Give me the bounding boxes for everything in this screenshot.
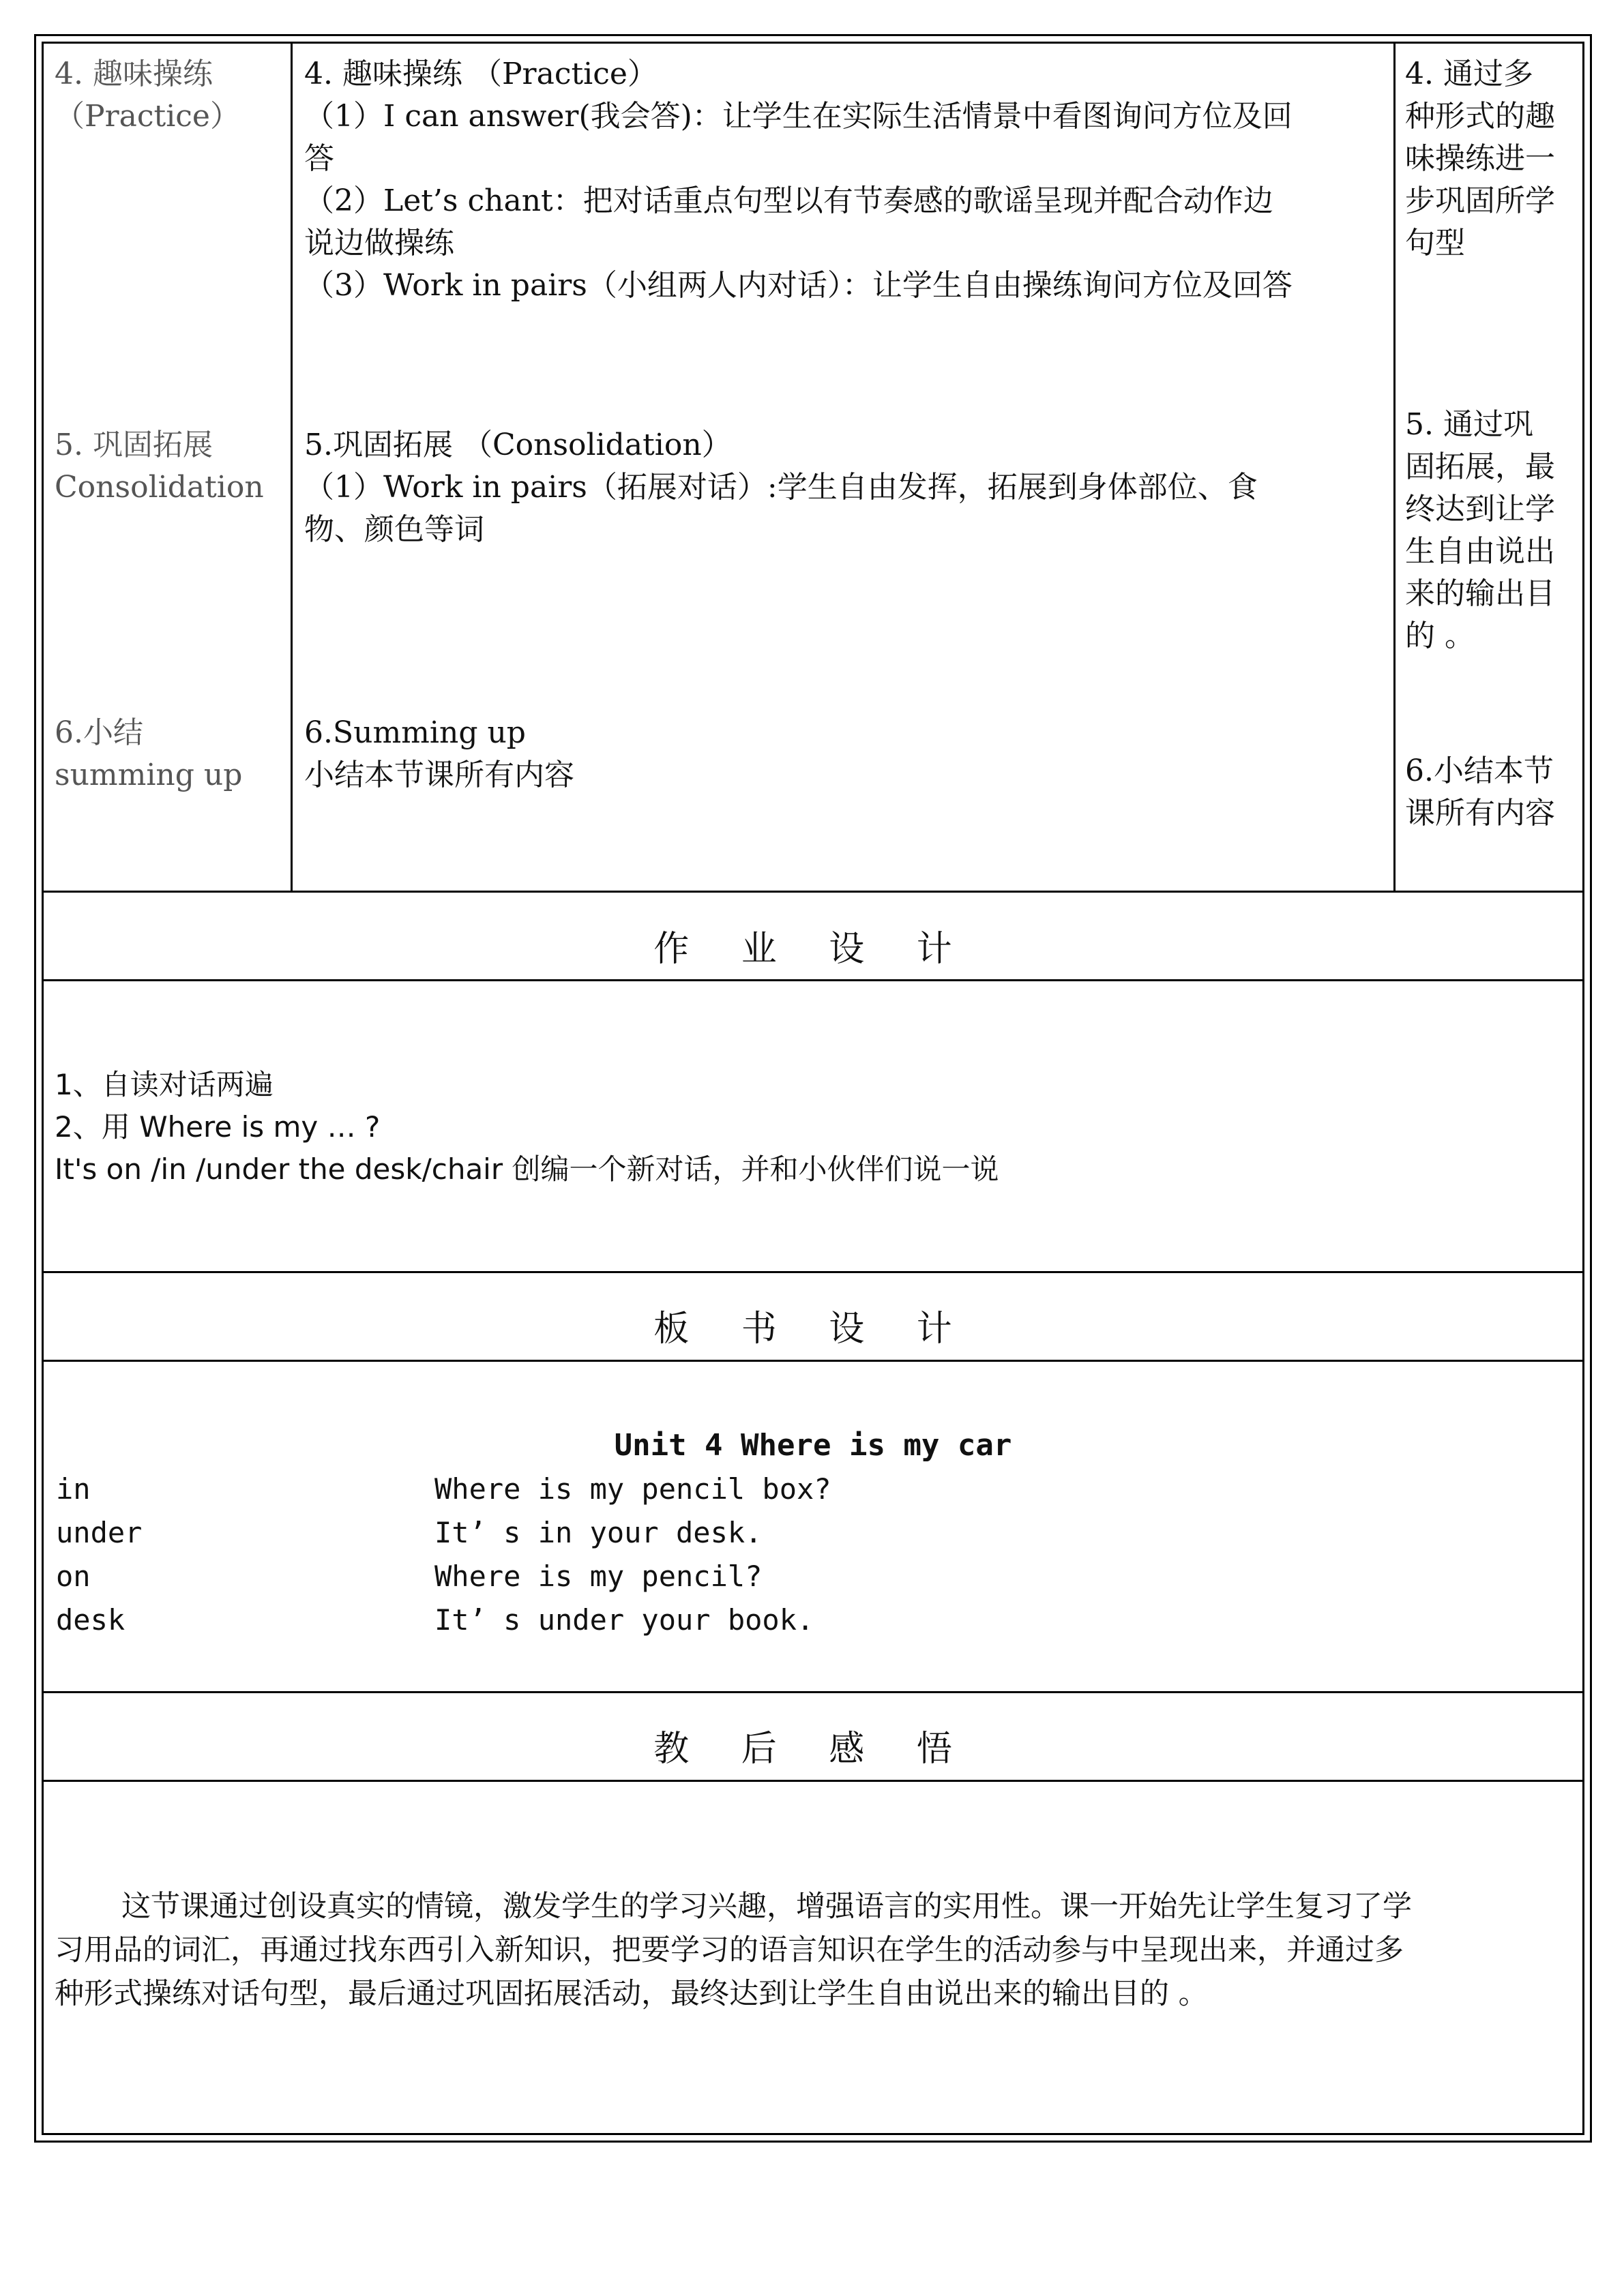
activity-practice: 4. 趣味操练 （Practice） （1）I can answer(我会答)：让学生在实际生活情景中看图询问方位及回 答 （2）Let’s chant：把对话重点句型以有节奏感的歌谣呈现并配合动作边 说边做操练 （3）Work in pairs（小组两人内对话）：让学生自由操练询问方位及回答: [304, 57, 1293, 303]
divider-reflection-heading: [44, 1780, 1582, 1782]
divider-reflection-top: [44, 1691, 1582, 1693]
board-row: [56, 1511, 1284, 1555]
board-row-right: It’ s under your book.: [434, 1603, 814, 1637]
board-row: [56, 1598, 1284, 1642]
homework-content: 1、自读对话两遍 2、用 Where is my … ? It's on /in /under the desk/chair 创编一个新对话，并和小伙伴们说一说: [55, 1068, 999, 1186]
board-row-right: Where is my pencil?: [434, 1560, 763, 1593]
board-row: [56, 1467, 1284, 1511]
board-row-left: desk: [56, 1603, 126, 1637]
activity-consolidation: 5.巩固拓展 （Consolidation） （1）Work in pairs（拓展对话）:学生自由发挥，拓展到身体部位、食 物、颜色等词: [304, 428, 1258, 547]
board-row-left: in: [56, 1472, 91, 1506]
stage-consolidation: 5. 巩固拓展 Consolidation: [55, 428, 264, 505]
divider-board-heading: [44, 1360, 1582, 1362]
reflection-heading: 教 后 感 悟: [653, 1729, 973, 1770]
stage-practice: 4. 趣味操练 （Practice）: [55, 57, 240, 134]
board-row-right: Where is my pencil box?: [434, 1472, 831, 1506]
board-row-left: under: [56, 1516, 143, 1549]
column-divider-2: [1393, 44, 1396, 891]
board-title: Unit 4 Where is my car: [614, 1428, 1012, 1463]
purpose-summing-up: 6.小结本节 课所有内容: [1405, 754, 1555, 831]
homework-heading: 作 业 设 计: [653, 929, 973, 970]
board-row: [56, 1555, 1284, 1598]
board-heading: 板 书 设 计: [653, 1309, 973, 1350]
divider-homework-heading: [44, 979, 1582, 981]
divider-homework-top: [44, 891, 1582, 893]
divider-board-top: [44, 1271, 1582, 1273]
purpose-practice: 4. 通过多 种形式的趣 味操练进一 步巩固所学 句型: [1405, 57, 1555, 260]
column-divider-1: [291, 44, 293, 891]
reflection-content: 这节课通过创设真实的情镜，激发学生的学习兴趣，增强语言的实用性。课一开始先让学生复习了学 习用品的词汇，再通过找东西引入新知识，把要学习的语言知识在学生的活动参与中呈现出来，并通过多 种形式操练对话句型，最后通过巩固拓展活动，最终达到让学生自由说出来的输出目的 。: [55, 1890, 1412, 2011]
board-row-right: It’ s in your desk.: [434, 1516, 763, 1549]
lesson-plan-table: [34, 34, 1592, 2143]
purpose-consolidation: 5. 通过巩 固拓展，最 终达到让学 生自由说出 来的输出目 的 。: [1405, 407, 1555, 653]
table-inner-border: [42, 42, 1584, 2135]
board-row-left: on: [56, 1560, 91, 1593]
stage-summing-up: 6.小结 summing up: [55, 715, 243, 792]
activity-summing-up: 6.Summing up 小结本节课所有内容: [304, 715, 574, 792]
